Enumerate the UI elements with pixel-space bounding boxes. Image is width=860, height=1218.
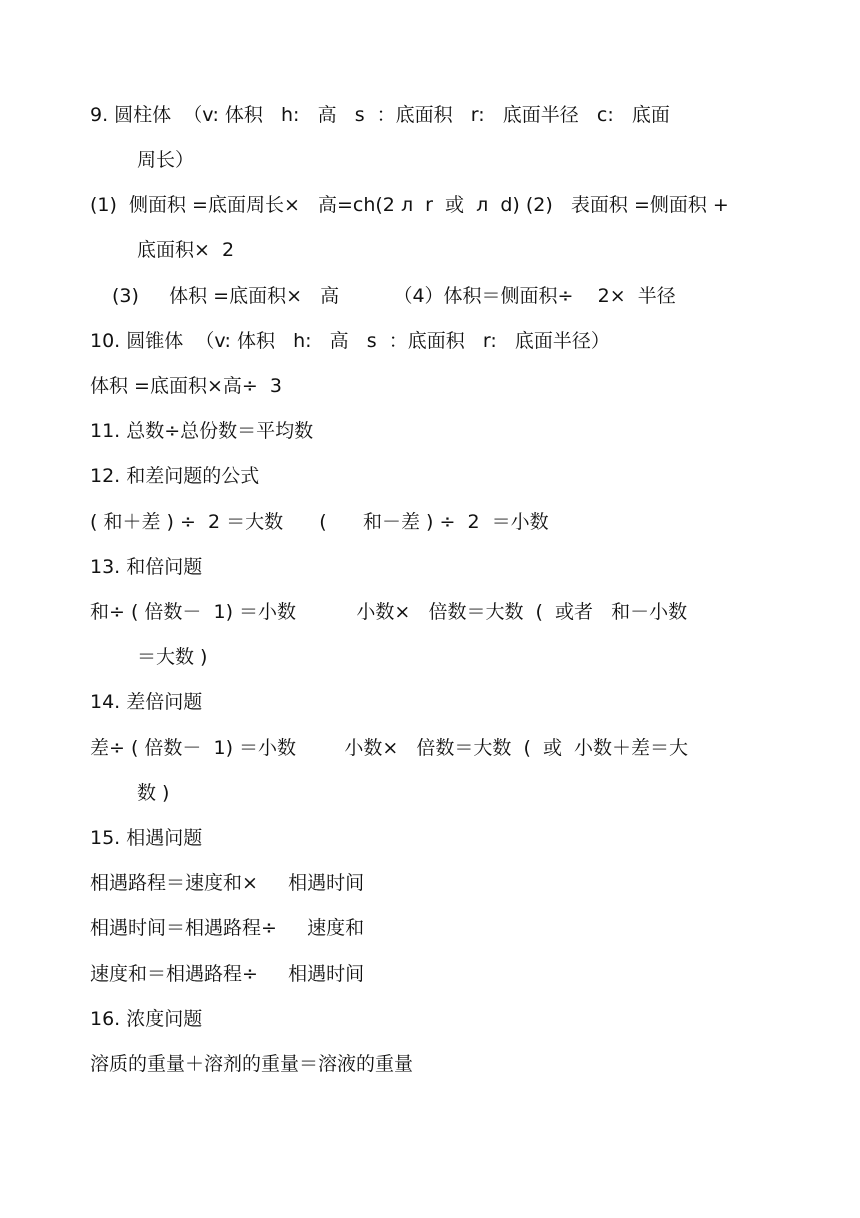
heading-cone: 10. 圆锥体 （v: 体积 h: 高 s ：底面积 r: 底面半径） — [90, 330, 610, 352]
meeting-formula-time: 相遇时间＝相遇路程÷ 速度和 — [90, 917, 365, 939]
sum-multiple-formula-continued: ＝大数 ) — [137, 646, 208, 668]
cone-formula-volume: 体积 =底面积×高÷ 3 — [90, 375, 282, 397]
concentration-formula: 溶质的重量＋溶剂的重量＝溶液的重量 — [90, 1053, 414, 1075]
meeting-formula-speed: 速度和＝相遇路程÷ 相遇时间 — [90, 963, 365, 985]
cylinder-formula-lateral-surface: (1) 侧面积 =底面周长× 高=ch(2 л r 或 л d) (2) 表面积 =侧面积 + — [90, 194, 729, 216]
cylinder-legend-continued: 周长） — [137, 149, 195, 171]
meeting-formula-distance: 相遇路程＝速度和× 相遇时间 — [90, 872, 365, 894]
difference-multiple-formula-continued: 数 ) — [137, 782, 170, 804]
heading-difference-multiple: 14. 差倍问题 — [90, 691, 203, 713]
heading-average: 11. 总数÷总份数＝平均数 — [90, 420, 314, 442]
heading-concentration: 16. 浓度问题 — [90, 1008, 203, 1030]
sum-difference-formula: ( 和＋差 ) ÷ 2 ＝大数 ( 和－差 ) ÷ 2 ＝小数 — [90, 511, 549, 533]
cylinder-formula-surface-continued: 底面积× 2 — [137, 239, 235, 261]
heading-sum-multiple: 13. 和倍问题 — [90, 556, 203, 578]
heading-meeting: 15. 相遇问题 — [90, 827, 203, 849]
difference-multiple-formula: 差÷ ( 倍数－ 1) ＝小数 小数× 倍数＝大数 ( 或 小数＋差＝大 — [90, 737, 689, 759]
cylinder-formula-volume: (3) 体积 =底面积× 高 （4）体积＝侧面积÷ 2× 半径 — [112, 285, 676, 307]
sum-multiple-formula: 和÷ ( 倍数－ 1) ＝小数 小数× 倍数＝大数 ( 或者 和－小数 — [90, 601, 688, 623]
heading-cylinder: 9. 圆柱体 （v: 体积 h: 高 s ：底面积 r: 底面半径 c: 底面 — [90, 104, 670, 126]
heading-sum-difference: 12. 和差问题的公式 — [90, 465, 260, 487]
